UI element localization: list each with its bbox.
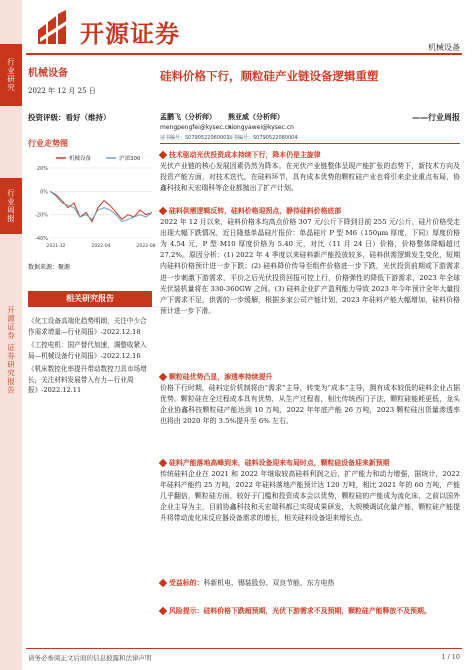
x-tick-label: 2021-12 (46, 244, 66, 249)
y-tick-label: -20% (35, 212, 48, 219)
section-heading: 技术驱动光伏投资成本持续下行，降本仍是主旋律 (169, 151, 321, 159)
kaiyuan-logo-icon (36, 10, 76, 46)
header-category: 机械设备 (428, 43, 460, 52)
report-type: ——行业周报 (412, 113, 460, 122)
section-body: 价格下行时期，硅料定价机制将由“需求”主导，转变为“成本”主导，拥有成本较低的硅料企业占据优势。颗粒硅在全过程成本具有优势，从生产过程看，相比传统西门子法，颗粒硅能耗更低，龙头企业协鑫科技颗粒硅产能达到 10 万吨，2022 年年底产能 26 万吨，2023 颗粒硅出货量渗透率也将由 2020 年的 3.5%提升至 6% 左右。 (160, 384, 460, 426)
diamond-bullet-icon (159, 151, 167, 159)
rating: 投资评级：看好（维持） (28, 113, 111, 122)
legend-label: 机械设备 (69, 156, 92, 162)
related-report-link[interactable]: 《工控电机：国产替代加速，调整收紧入局—机械设备行业周报》-2022.12.16 (28, 341, 147, 360)
y-tick-label: 0% (40, 189, 48, 196)
diamond-bullet-icon (159, 579, 167, 587)
author-block (160, 112, 460, 152)
diamond-bullet-icon (159, 373, 167, 381)
beneficiaries-heading: 受益标的： (169, 579, 204, 587)
author-email[interactable]: xiongyawei@kysec.cn (228, 124, 294, 131)
risk-heading: 风险提示： (169, 607, 204, 615)
side-strip (0, 0, 22, 670)
sector-name: 机械设备 (28, 68, 68, 79)
report-title: 硅料价格下行，顺粒硅产业链设备逻辑重塑 (160, 69, 379, 83)
industry-trend-chart (26, 150, 156, 258)
related-reports-list (28, 316, 152, 399)
y-tick-label: -40% (35, 236, 48, 242)
section-body: 光伏产业链的核心发展因素仍然为降本。在光伏产业链整体呈现产能扩张的态势下，新技术方向及投资产能方面，对技术迭代，在硅料环节，具有成本优势的颗粒硅产业也将引来企业重点布局，协鑫科技和天宏瑞科等企业都抛出了扩产计划。 (160, 162, 460, 193)
x-tick-label: 2022-04 (91, 244, 111, 249)
author-name: 熊亚威（分析师） (228, 113, 284, 121)
footer-divider (26, 648, 462, 649)
section-investment-cost (160, 150, 460, 194)
chart-title: 行业走势图 (28, 139, 68, 148)
beneficiaries-list: 科新机电、锡装股份、双良节能、东方电热 (203, 579, 335, 587)
x-tick-label: 2022-08 (136, 244, 156, 249)
diamond-bullet-icon (159, 207, 167, 215)
section-heading: 颗粒硅优势凸显，渗透率持续提升 (169, 373, 273, 381)
author-divider (160, 143, 460, 144)
related-reports-header: 相关研究报告 (28, 291, 152, 307)
y-tick-label: 20% (36, 166, 48, 172)
header-divider (26, 53, 462, 55)
author-email[interactable]: mengpengfei@kysec.cn (160, 124, 232, 131)
related-report-link[interactable]: 《化工设备高端化趋势明朗，关注中少合作需求增量—行业周报》-2022.12.18 (28, 317, 147, 336)
section-heading: 硅料产能落地高峰到来，硅料设备迎来布局时点，颗粒硅设备迎来新预期 (169, 459, 390, 467)
section-body: 2022 年 12 月以来，硅料价格本均高点价格 307 元/公斤下降到目前 255 元/公斤，硅片价格受走出现大幅下跌情况，近日隆基单晶硅片报价：单晶硅片 P 型 M6（150μm 厚度，下同）厚度价格为 4.54 元，P 型 M10 厚度价格为 5.40 元，对比（11 月 24 日）价格，价格整体降幅超过 27.2%。原因分析：(1) 2022 年 4 季度以来硅料新产能投放较多，硅料供需逻辑发生变化，短期内硅料价格预计进一步下跌；(2) 硅料降价传导至组件价格进一步下跌，光伏投资前期或下游需求进一步刺激下游需求，平价之后光伏投资回报可控上行，价格弹性的降低下游需求，2023 年全球光伏装机量将在 330-360GW 之间。(3) 硅料企业扩产盈利能力导致 2023 年今年预计全年大量投产下需求不足，供需的一步缓解，根据多家公司产能计划，2023 年硅料产能大幅增加，硅料价格预计进一步下滑。 (160, 218, 460, 315)
report-date: 2022 年 12 月 25 日 (28, 87, 96, 95)
section-body: 传统硅料企业在 2021 和 2022 年继取较高硅料利润之后，扩产能力和动力增强，据统计，2022 年硅料产能约 25 万吨，2022 年硅料落地产能预计达 120 万吨，相比 2021 年的 60 万吨，产能几乎翻倍，颗粒硅方面，较好于门槛和投资成本会以优势，颗粒硅的产能成为流化床，之前以国外企业主导为主，目前协鑫科技和天宏瑞科都已实现成果研发，大规模调试化量产能，颗粒硅产能提升将带动流化床反应器设备需求的增长，相关硅料设备迎来增长点。 (160, 470, 460, 523)
footer-disclaimer: 请务必参阅正文后面的信息披露和法律声明 (28, 654, 152, 662)
risk-text: 硅料价格下跌超预期，光伏下游需求不及预期，颗粒硅产能释放不及预期。 (203, 607, 431, 615)
brand-name: 开源证券 (80, 20, 180, 48)
legend-label: 沪深300 (119, 156, 141, 162)
page-number: 1 / 10 (441, 653, 460, 661)
diamond-bullet-icon (159, 459, 167, 467)
section-beneficiaries (160, 578, 460, 589)
related-report-link[interactable]: 《机床数控化率提升带动数控刀具市场增长，关注材料发展带入有力—行业周报》-2022.12.11 (28, 365, 147, 394)
section-supply-demand (160, 206, 460, 317)
section-heading: 硅料供需逻辑反转，硅料价格迎拐点，静待硅料价格底部 (169, 207, 342, 215)
series-line (50, 191, 152, 221)
strip-report-type: 行业周报 (0, 178, 22, 234)
author-cert: 证书编号：S0790522060001 (160, 135, 230, 141)
series-line (50, 191, 152, 221)
author-name: 孟鹏飞（分析师） (160, 113, 216, 121)
author-cert: 证书编号：S0790522080004 (228, 135, 298, 141)
chart-source: 数据来源：聚源 (28, 264, 71, 271)
strip-brand-text: 开源证券 证券研究报告 (6, 305, 16, 395)
section-capacity-equipment (160, 458, 460, 525)
diamond-bullet-icon (159, 607, 167, 615)
strip-section-label: 行业研究 (0, 44, 22, 106)
section-risk (160, 606, 460, 617)
section-granular-silicon (160, 372, 460, 427)
